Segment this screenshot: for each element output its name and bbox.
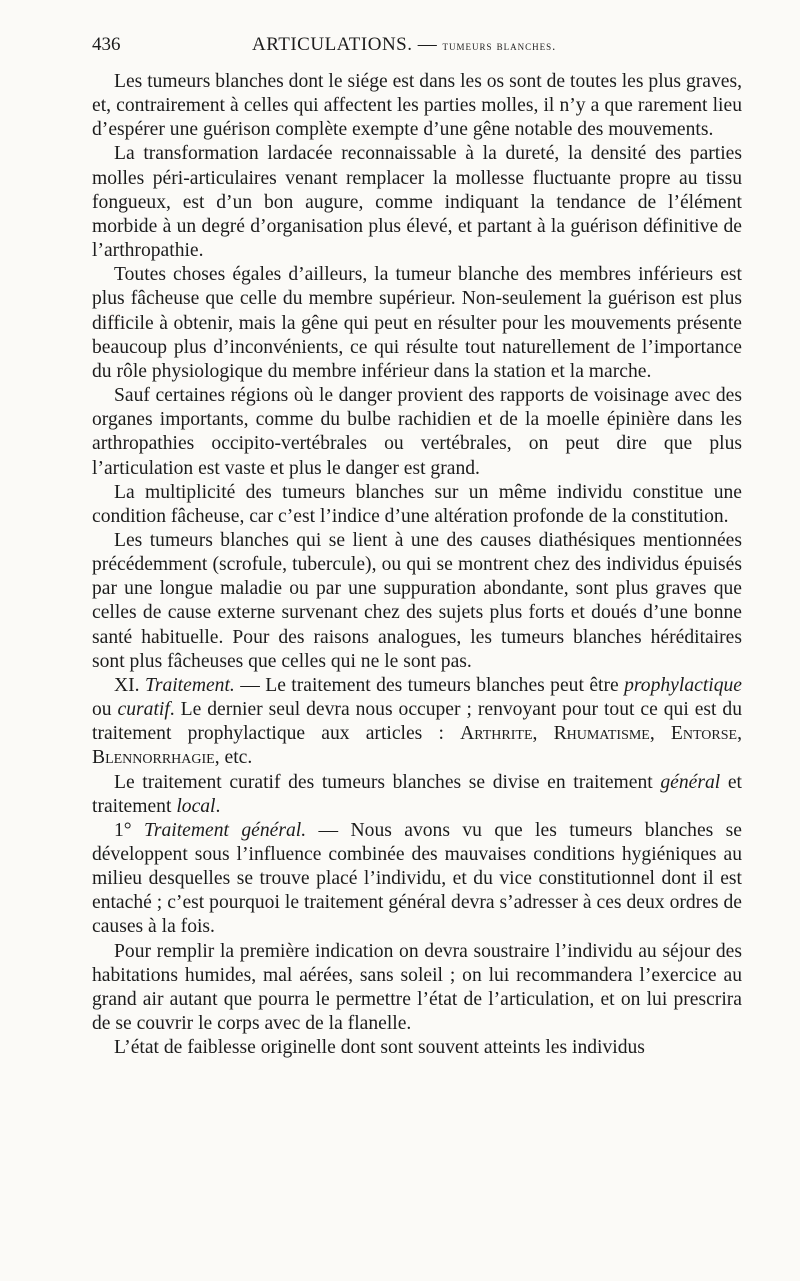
paragraph-general-treatment: [92, 819, 742, 940]
term-curatif: curatif: [117, 699, 170, 721]
paragraph-diathesic-causes: Les tumeurs blanches qui se lient à une des causes diathésiques mentionnées précédemment (scrofule, tubercule), ou qui se montrent chez des individus épuisés par une longue maladie ou par une suppuration abondante, sont plus graves que celles de cause externe survenant chez des sujets plus forts et doués d’une bonne santé habituelle. Pour des raisons analogues, les tumeurs blanches héréditaires sont plus fâcheuses que celles qui ne le sont pas.: [92, 529, 742, 672]
cross-reference-arthrite: Arthrite: [460, 723, 533, 745]
paragraph-weakness-state: L’état de faiblesse originelle dont sont souvent atteints les individus: [114, 1037, 645, 1059]
term-prophylactique: prophylactique: [624, 674, 742, 696]
page-number: 436: [92, 34, 121, 55]
section-dash: —: [234, 674, 266, 696]
reference-tail: , etc.: [214, 747, 253, 769]
paragraph-curative-division: [92, 771, 742, 819]
running-title: [252, 34, 556, 56]
treatment-text: Le traitement des tumeurs blanches peut être: [265, 674, 625, 696]
reference-separator: ,: [649, 723, 671, 745]
page-header: [92, 34, 742, 60]
paragraph-treatment-section: [92, 674, 742, 771]
reference-separator: ,: [532, 723, 554, 745]
paragraph-regions-danger: Sauf certaines régions où le danger provient des rapports de voisinage avec des organes importants, comme du bulbe rachidien et de la moelle épinière dans les arthropathies occipito-vertébrales ou vertébrales, on peut dire que plus l’articulation est vaste et plus le danger est grand.: [92, 385, 742, 479]
reference-separator: ,: [737, 723, 742, 745]
section-heading: Traitement.: [145, 674, 235, 696]
term-general: général: [660, 771, 721, 793]
running-title-separator: —: [412, 34, 443, 55]
paragraph-lardaceous-transformation: La transformation lardacée reconnaissable à la dureté, la densité des parties molles péri-articulaires venant remplacer la mollesse fluctuante propre au tissu fongueux, est d’un bon augure, comme indiquant la tendance de l’élément morbide à un degré d’organisation plus élevé, et partant à la guérison définitive de l’arthropathie.: [92, 143, 742, 262]
running-title-subtitle: tumeurs blanches.: [442, 39, 557, 53]
section-number: XI.: [114, 674, 140, 696]
cross-reference-entorse: Entorse: [670, 723, 738, 745]
paragraph-bone-tumors: Les tumeurs blanches dont le siége est dans les os sont de toutes les plus graves, et, contrairement à celles qui affectent les parties molles, il n’y a que rarement lieu d’espérer une guérison complète exempte d’une gêne notable des mouvements.: [92, 71, 742, 141]
paragraph-multiplicity: La multiplicité des tumeurs blanches sur un même individu constitue une condition fâcheuse, car c’est l’indice d’une altération profonde de la constitution.: [92, 481, 742, 527]
paragraph-first-indication: Pour remplir la première indication on devra soustraire l’individu au séjour des habitations humides, mal aérées, sans soleil ; on lui recommandera l’exercice au grand air autant que pourra le permettre l’état de l’articulation, et on lui prescrira de se couvrir le corps avec de la flanelle.: [92, 940, 742, 1035]
body-text: [92, 70, 742, 1060]
treatment-text: ou: [92, 699, 118, 721]
cross-reference-rhumatisme: Rhumatisme: [553, 723, 650, 745]
subsection-heading: Traitement général.: [144, 819, 307, 841]
curative-text: et traitement: [92, 771, 742, 817]
curative-text: .: [215, 795, 221, 817]
paragraph-lower-limbs: Toutes choses égales d’ailleurs, la tumeur blanche des membres inférieurs est plus fâcheuse que celle du membre supérieur. Non-seulement la guérison est plus difficile à obtenir, mais la gêne qui peut en résulter pour les mouvements présente beaucoup plus d’inconvénients, ce qui résulte tout naturellement de l’importance du rôle physiologique du membre inférieur dans la station et la marche.: [92, 264, 742, 382]
subsection-dash: —: [306, 819, 351, 841]
running-title-main: ARTICULATIONS.: [252, 34, 413, 55]
term-local: local: [176, 795, 216, 817]
curative-text: Le traitement curatif des tumeurs blanches se divise en traitement: [114, 771, 661, 793]
subsection-number: 1°: [114, 819, 132, 841]
cross-reference-blennorrhagie: Blennorrhagie: [92, 747, 215, 769]
general-treatment-text: Nous avons vu que les tumeurs blanches se développent sous l’influence combinée des mauvaises conditions hygiéniques au milieu desquelles se trouve placé l’individu, et du vice constitutionnel dont il est entaché ; c’est pourquoi le traitement général devra s’adresser à ces deux ordres de causes à la fois.: [92, 819, 742, 938]
treatment-text: . Le dernier seul devra nous occuper ; renvoyant pour tout ce qui est du traitement prophylactique aux articles :: [92, 699, 742, 745]
